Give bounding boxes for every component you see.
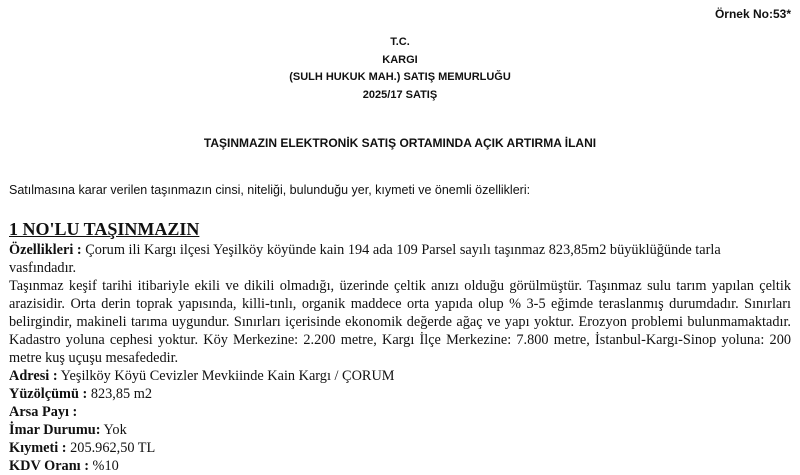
address-label: Adresi : [9,368,58,384]
zoning-label: İmar Durumu: [9,422,101,438]
document-header [0,34,800,104]
area-row [9,385,791,403]
property-section [9,218,791,475]
header-line-district: KARGI [382,53,418,66]
property-heading: 1 NO'LU TAŞINMAZIN [9,219,200,239]
property-description: Taşınmaz keşif tarihi itibariyle ekili ve dikili olmadığı, üzerinde çeltik anızı olduğu görülmüştür. Taşınmaz sulu tarım yapılan çeltik arazisidir. Orta derin toprak yapısında, killi-tınlı, organik maddece orta yapıda olup % 3-5 eğimde teraslanmış durumdadır. Sınırları belirgindir, makineli tarıma uygundur. Sınırları içerisinde ekonomik değerde ağaç ve yapı yoktur. Erozyon problemi bulunmamaktadır. Kadastro yoluna cephesi yoktur. Köy Merkezine: 2.200 metre, Kargı İlçe Merkezine: 7.800 metre, İstanbul-Kargı-Sinop yoluna: 200 metre kuş uçuşu mesafededir. [9,278,791,366]
land-share-label: Arsa Payı : [9,404,78,420]
value-row [9,439,791,457]
features-label: Özellikleri : [9,242,82,258]
header-line-file-number: 2025/17 SATIŞ [362,88,438,101]
area-value: 823,85 m2 [90,386,152,402]
vat-label: KDV Oranı : [9,458,89,474]
appraised-value: 205.962,50 TL [70,440,156,456]
address-value: Yeşilköy Köyü Cevizler Mevkiinde Kain Kargı / ÇORUM [60,368,395,384]
address-row [9,367,791,385]
zoning-row [9,421,791,439]
sample-number: Örnek No:53* [714,7,791,21]
announcement-title: TAŞINMAZIN ELEKTRONİK SATIŞ ORTAMINDA AÇIK ARTIRMA İLANI [203,136,597,150]
vat-row [9,457,791,475]
header-line-office: (SULH HUKUK MAH.) SATIŞ MEMURLUĞU [289,71,511,83]
header-line-tc: T.C. [390,36,410,48]
value-label: Kıymeti : [9,440,67,456]
features-row [9,241,791,277]
land-share-row [9,403,791,421]
features-text: Çorum ili Kargı ilçesi Yeşilköy köyünde kain 194 ada 109 Parsel sayılı taşınmaz 823,85m2 büyüklüğünde tarla vasfındadır. [9,242,721,276]
zoning-value: Yok [103,422,127,438]
area-label: Yüzölçümü : [9,386,88,402]
intro-text: Satılmasına karar verilen taşınmazın cinsi, niteliği, bulunduğu yer, kıymeti ve önemli özellikleri: [9,183,531,197]
vat-value: %10 [92,458,119,474]
